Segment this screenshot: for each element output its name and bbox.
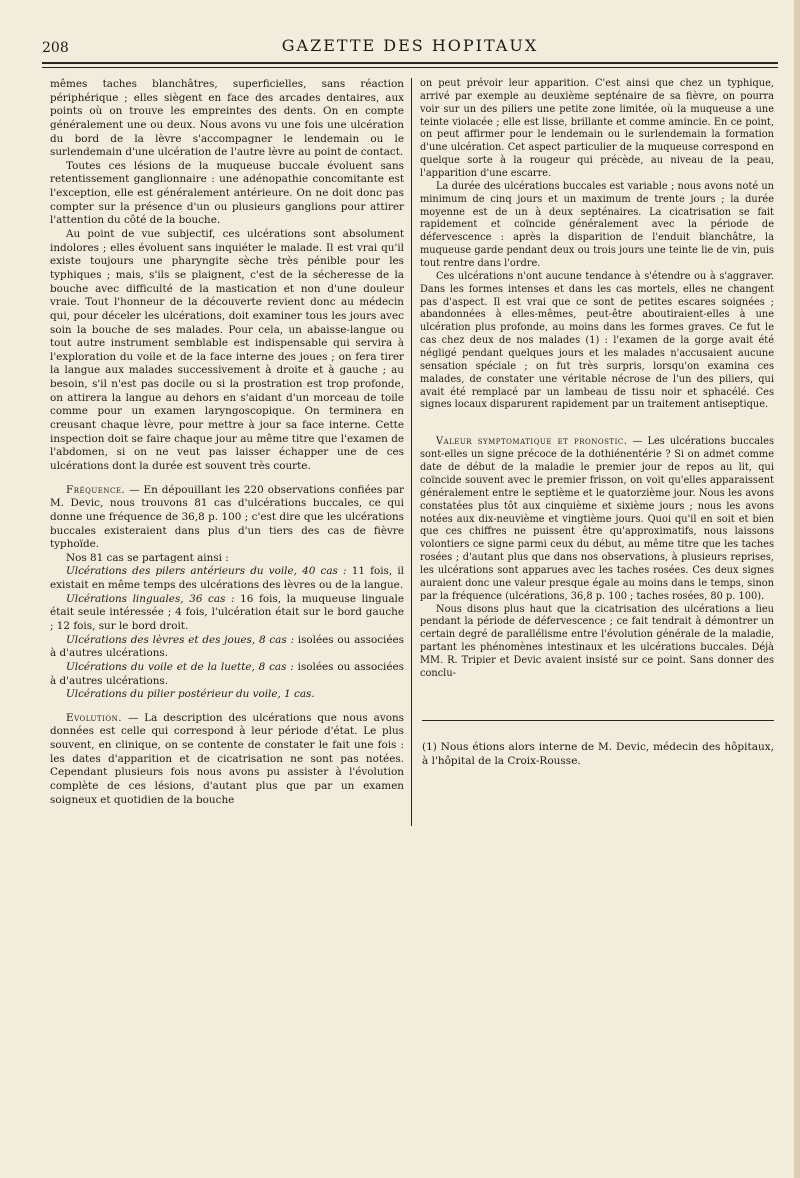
section-frequence [50, 484, 404, 552]
page-number: 208 [42, 40, 69, 56]
case-item [50, 661, 404, 688]
paragraph: Toutes ces lésions de la muqueuse buccale évoluent sans retentissement ganglionnaire : une adénopathie concomitante est l'exception, elle est généralement antérieure. On ne doit donc pas compter sur la présence d'un ou plusieurs ganglions pour attirer l'attention du côté de la bouche. [50, 159, 404, 227]
section-heading: Valeur symptomatique et pronostic. [436, 436, 628, 448]
footnote: (1) Nous étions alors interne de M. Devic, médecin des hôpitaux, à l'hôpital de la Croix-Rousse. [422, 741, 774, 767]
case-label: Ulcérations linguales, 36 cas : [66, 592, 235, 605]
case-text: isolées ou associées à d'autres ulcérations. [50, 633, 404, 660]
section-heading: Evolution. [66, 711, 123, 724]
section-valeur [420, 436, 774, 603]
case-label: Ulcérations des pilers antérieurs du voile, 40 cas : [66, 565, 347, 578]
case-label: Ulcérations du voile et de la luette, 8 cas : [66, 660, 294, 673]
section-text: — Les ulcérations buccales sont-elles un signe précoce de la dothiénentérie ? Si on admet comme date de début de la maladie le premier jour de repos au lit, qui coïncide souvent avec le premier frisson, on voit qu'elles apparaissent généralement entre le septième et le quatorzième jour. Nous les avons constatées plus tôt aux cinquième et sixième jours ; nous les avons notées aux dix-neuvième et vingtième jours. Quoi qu'il en soit et bien que ces chiffres ne puissent être qu'approximatifs, nous laissons volontiers ce signe parmi ceux du début, au même titre que les taches rosées ; d'autant plus que dans nos observations, à plusieurs reprises, les ulcérations sont apparues avec les taches rosées. Ces deux signes auraient donc une valeur presque égale au moins dans le temps, sinon par la fréquence (ulcérations, 36,8 p. 100 ; taches rosées, 80 p. 100). [420, 436, 775, 602]
paragraph: Nous disons plus haut que la cicatrisation des ulcérations a lieu pendant la période de défervescence ; ce fait tendrait à démontrer un certain degré de parallélisme entre l'évolution générale de la maladie, partant les phénomènes intestinaux et les ulcérations buccales. Déjà MM. R. Tripier et Devic avaient insisté sur ce point. Sans donner des conclu- [420, 603, 774, 679]
running-title: GAZETTE DES HOPITAUX [281, 36, 539, 55]
paragraph: La durée des ulcérations buccales est variable ; nous avons noté un minimum de cinq jours et un maximum de trente jours ; la durée moyenne est de un à deux septénaires. La cicatrisation se fait rapidement et coïncide généralement avec la période de défervescence : après la disparition de l'enduit blanchâtre, la muqueuse garde pendant deux ou trois jours une teinte lie de vin, puis tout rentre dans l'ordre. [420, 180, 774, 270]
case-item [50, 634, 404, 661]
case-text: 16 fois, la muqueuse linguale était seule intéressée ; 4 fois, l'ulcération était sur le bord gauche ; 12 fois, sur le bord droit. [50, 592, 404, 632]
column-divider [411, 78, 412, 826]
section-text: — En dépouillant les 220 observations confiées par M. Devic, nous trouvons 81 cas d'ulcérations buccales, ce qui donne une fréquence de 36,8 p. 100 ; c'est dire que les ulcérations buccales existeraient dans plus d'un tiers des cas de fièvre typhoïde. [50, 483, 404, 551]
paragraph: mêmes taches blanchâtres, superficielles, sans réaction périphérique ; elles siègent en face des arcades dentaires, aux points où on trouve les empreintes des dents. On en compte généralement une ou deux. Nous avons vu une fois une ulcération du bord de la lèvre s'accompagner le lendemain ou le surlendemain d'une ulcération de l'autre lèvre au point de contact. [50, 78, 404, 159]
section-evolution [50, 712, 404, 807]
page-edge [794, 0, 800, 1178]
case-item [50, 688, 404, 702]
section-text: — La description des ulcérations que nous avons données est celle qui correspond à leur période d'état. Le plus souvent, en clinique, on se contente de constater le fait une fois : les dates d'apparition et de cicatrisation ne sont pas notées. Cependant plusieurs fois nous avons pu assister à l'évolution complète de ces lésions, d'autant plus que par un examen soigneux et quotidien de la bouche [50, 711, 404, 806]
case-text: isolées ou associées à d'autres ulcérations. [50, 660, 404, 687]
left-column [50, 78, 404, 807]
section-heading: Fréquence. [66, 483, 126, 496]
case-label: Ulcérations des lèvres et des joues, 8 cas : [66, 633, 294, 646]
paragraph: on peut prévoir leur apparition. C'est ainsi que chez un typhique, arrivé par exemple au deuxième septénaire de sa fièvre, on pourra voir sur un des piliers une petite zone limitée, où la muqueuse a une teinte violacée ; elle est lisse, brillante et comme amincie. En ce point, on peut affirmer pour le lendemain ou le surlendemain la formation d'une ulcération. Cet aspect particulier de la muqueuse correspond en quelque sorte à la rougeur qui précède, au niveau de la peau, l'apparition d'une escarre. [420, 78, 774, 180]
header-rule-thick [42, 62, 778, 64]
right-column [420, 78, 774, 681]
header-rule-thin [42, 67, 778, 68]
case-item [50, 565, 404, 592]
case-item [50, 593, 404, 634]
paragraph: Au point de vue subjectif, ces ulcérations sont absolument indolores ; elles évoluent sans inquiéter le malade. Il est vrai qu'il existe toujours une pharyngite sèche très pénible pour les typhiques ; mais, s'ils se plaignent, c'est de la sécheresse de la bouche avec difficulté de la mastication et non d'une douleur vraie. Tout l'honneur de la découverte revient donc au médecin qui, pour déceler les ulcérations, doit examiner tous les jours avec soin la bouche de ses malades. Pour cela, un abaisse-langue ou tout autre instrument semblable est indispensable qui servira à l'exploration du voile et de la face interne des joues ; on fera tirer la langue aux malades successivement à droite et à gauche ; au besoin, s'il n'est pas docile ou si la prostration est trop profonde, on attirera la langue au dehors en s'aidant d'un morceau de toile comme pour un examen laryngoscopique. On terminera en creusant chaque lèvre, pour mettre à jour sa face interne. Cette inspection doit se faire chaque jour au même titre que l'examen de l'abdomen, si on ne veut pas laisser échapper une de ces ulcérations dont la durée est souvent très courte. [50, 228, 404, 472]
paragraph: Ces ulcérations n'ont aucune tendance à s'étendre ou à s'aggraver. Dans les formes intenses et dans les cas mortels, elles ne changent pas d'aspect. Il est vrai que ce sont de petites escares soignées ; abandonnées à elles-mêmes, peut-être aboutiraient-elles à une ulcération plus profonde, au moins dans les formes graves. Ce fut le cas chez deux de nos malades (1) : l'examen de la gorge avait été négligé pendant quelques jours et les malades n'accusaient aucune sensation spéciale ; on fut très surpris, lorsqu'on examina ces malades, de constater une véritable nécrose de l'un des piliers, qui avait été remplacé par un lambeau de tissu noir et sphacélé. Ces signes locaux disparurent rapidement par un traitement antiseptique. [420, 270, 774, 411]
case-text: 11 fois, il existait en même temps des ulcérations des lèvres ou de la langue. [50, 565, 404, 592]
footnote-rule [422, 720, 774, 721]
case-label: Ulcérations du pilier postérieur du voile, 1 cas. [66, 688, 315, 701]
paragraph: Nos 81 cas se partagent ainsi : [66, 551, 229, 564]
